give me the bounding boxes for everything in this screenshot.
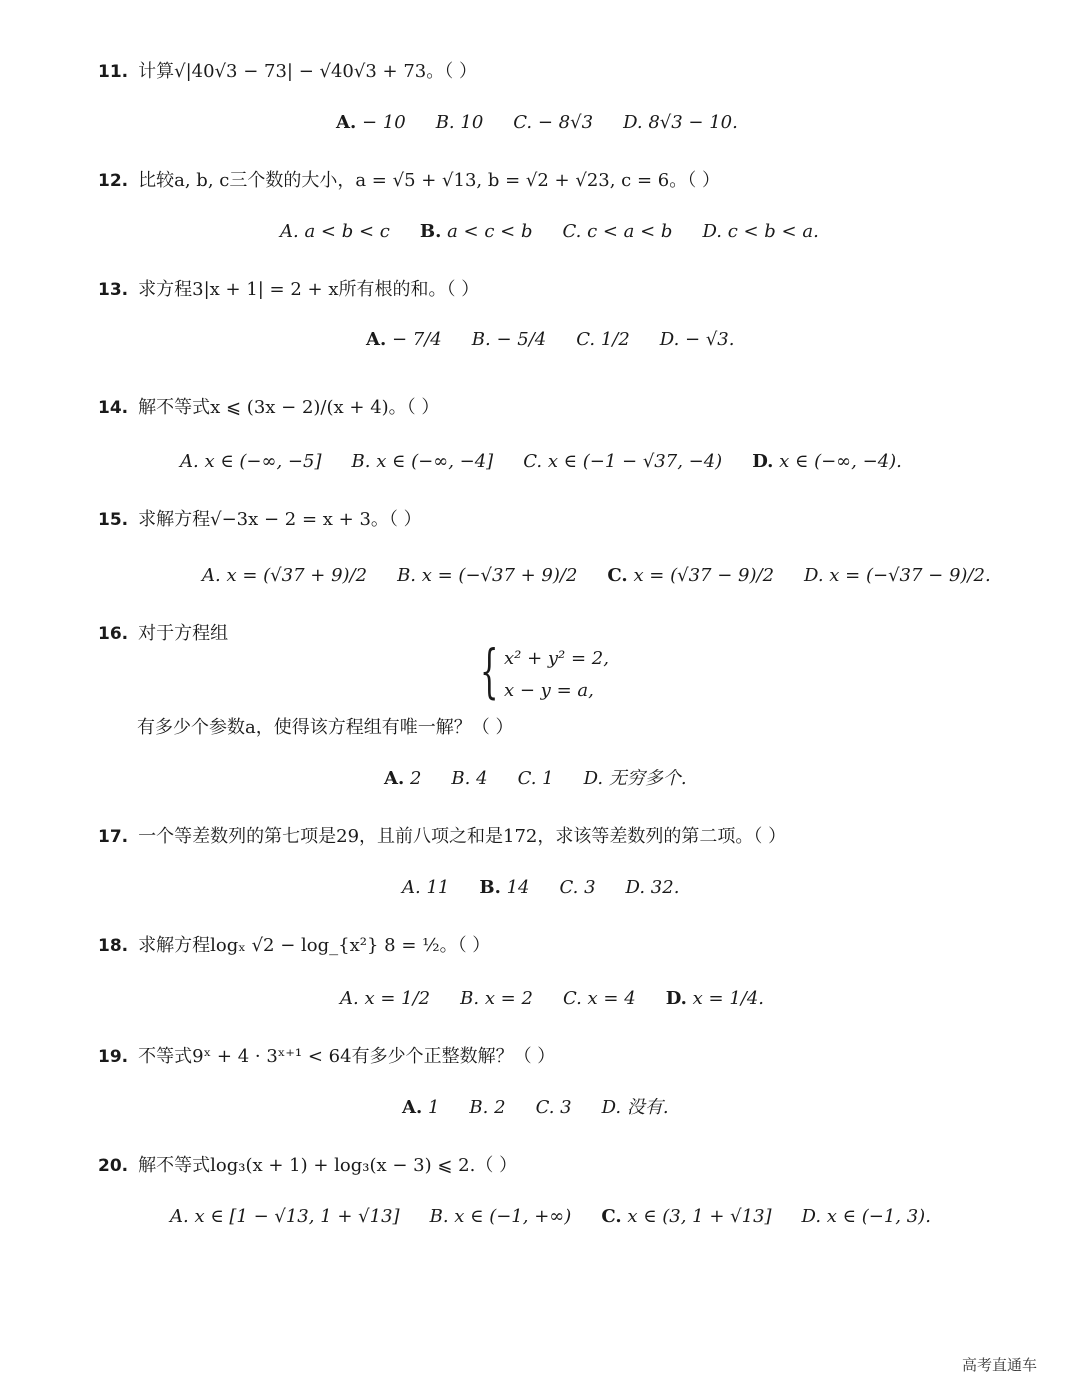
option-label: A. xyxy=(336,112,357,133)
option-b xyxy=(397,565,577,586)
option-label: C. xyxy=(601,1206,622,1227)
question-18 xyxy=(98,934,490,958)
options-15 xyxy=(202,564,991,588)
option-d xyxy=(804,565,991,586)
option-text: 1 xyxy=(542,768,554,789)
question-number: 14. xyxy=(98,398,129,418)
option-label: D. xyxy=(801,1206,822,1227)
option-text: x = 1/2 xyxy=(364,988,431,1009)
option-text: x = (−√37 + 9)/2 xyxy=(421,565,578,586)
option-label: A. xyxy=(280,221,299,242)
question-stem: 计算√|40√3 − 73| − √40√3 + 73。（ ） xyxy=(138,61,477,82)
option-text: 4 xyxy=(476,768,488,789)
option-a xyxy=(280,221,390,242)
option-label: C. xyxy=(535,1097,555,1118)
option-text: x ∈ (−1, +∞) xyxy=(454,1206,572,1227)
option-b xyxy=(352,451,494,472)
option-c xyxy=(523,451,722,472)
option-a xyxy=(180,451,322,472)
option-label: C. xyxy=(523,451,543,472)
option-b xyxy=(420,221,533,242)
footer-watermark: 高考直通车 xyxy=(962,1356,1038,1374)
options-16 xyxy=(384,767,687,791)
option-label: C. xyxy=(513,112,533,133)
option-label: B. xyxy=(351,451,371,472)
option-text: 无穷多个. xyxy=(608,768,687,789)
system-line-1: x² + y² = 2, xyxy=(504,648,609,669)
option-label: A. xyxy=(202,565,221,586)
option-label: A. xyxy=(384,768,405,789)
option-a xyxy=(402,877,449,898)
option-label: A. xyxy=(170,1206,189,1227)
question-stem: 求方程3|x + 1| = 2 + x所有根的和。（ ） xyxy=(138,279,480,300)
options-13 xyxy=(366,328,734,352)
option-c xyxy=(576,329,630,350)
option-label: C. xyxy=(607,565,628,586)
option-label: C. xyxy=(576,329,596,350)
option-label: A. xyxy=(340,988,359,1009)
option-label: D. xyxy=(583,768,604,789)
option-text: 1 xyxy=(427,1097,440,1118)
option-b xyxy=(472,329,546,350)
option-d xyxy=(802,1206,931,1227)
option-b xyxy=(460,988,533,1009)
question-11 xyxy=(98,60,477,84)
options-14 xyxy=(180,450,902,474)
options-18 xyxy=(340,987,764,1011)
option-b xyxy=(479,877,529,898)
option-d xyxy=(602,1097,669,1118)
option-text: c < b < a. xyxy=(727,221,819,242)
question-number: 15. xyxy=(98,510,129,530)
option-b xyxy=(430,1206,572,1227)
question-number: 12. xyxy=(98,171,129,191)
option-text: x ∈ [1 − √13, 1 + √13] xyxy=(194,1206,400,1227)
option-c xyxy=(601,1206,771,1227)
option-label: B. xyxy=(479,877,501,898)
option-text: 10 xyxy=(460,112,484,133)
option-text: 32. xyxy=(650,877,680,898)
option-text: 1/2 xyxy=(600,329,630,350)
question-stem: 比较a, b, c三个数的大小，a = √5 + √13, b = √2 + √23, c = 6。（ ） xyxy=(138,170,720,191)
option-a xyxy=(402,1097,439,1118)
question-number: 20. xyxy=(98,1156,129,1176)
option-text: x = (−√37 − 9)/2. xyxy=(829,565,991,586)
option-text: x ∈ (−∞, −5] xyxy=(204,451,322,472)
question-12 xyxy=(98,169,720,193)
options-11 xyxy=(336,111,738,135)
option-c xyxy=(607,565,774,586)
option-text: x = (√37 + 9)/2 xyxy=(226,565,368,586)
options-20 xyxy=(170,1205,931,1229)
question-number: 17. xyxy=(98,827,129,847)
option-label: A. xyxy=(180,451,199,472)
option-label: D. xyxy=(625,877,646,898)
question-stem: 不等式9ˣ + 4 · 3ˣ⁺¹ < 64有多少个正整数解？（ ） xyxy=(138,1046,556,1067)
option-a xyxy=(384,768,421,789)
option-label: B. xyxy=(397,565,417,586)
option-label: D. xyxy=(804,565,824,586)
question-number: 19. xyxy=(98,1047,129,1067)
option-d xyxy=(752,451,902,472)
option-label: B. xyxy=(451,768,471,789)
option-c xyxy=(563,988,636,1009)
question-stem: 一个等差数列的第七项是29，且前八项之和是172，求该等差数列的第二项。（ ） xyxy=(138,826,787,847)
question-number: 13. xyxy=(98,280,129,300)
option-a xyxy=(336,112,406,133)
option-label: D. xyxy=(752,451,774,472)
option-text: 没有. xyxy=(626,1097,669,1118)
option-text: x ∈ (−1, 3). xyxy=(826,1206,931,1227)
option-d xyxy=(626,877,680,898)
option-label: D. xyxy=(623,112,643,133)
option-label: B. xyxy=(460,988,480,1009)
option-c xyxy=(560,877,596,898)
option-label: C. xyxy=(559,877,579,898)
question-15 xyxy=(98,508,422,532)
question-20 xyxy=(98,1154,517,1178)
question-stem: 解不等式log₃(x + 1) + log₃(x − 3) ⩽ 2.（ ） xyxy=(138,1155,518,1176)
question-number: 16. xyxy=(98,624,129,644)
option-d xyxy=(623,112,738,133)
option-text: − 5/4 xyxy=(496,329,547,350)
option-label: B. xyxy=(429,1206,449,1227)
option-text: 3 xyxy=(584,877,596,898)
option-a xyxy=(366,329,442,350)
option-text: x ∈ (3, 1 + √13] xyxy=(627,1206,772,1227)
option-c xyxy=(562,221,672,242)
option-a xyxy=(202,565,367,586)
option-d xyxy=(584,768,687,789)
question-13 xyxy=(98,278,479,302)
option-label: C. xyxy=(562,988,582,1009)
option-label: D. xyxy=(702,221,722,242)
question-stem: 求解方程√−3x − 2 = x + 3。（ ） xyxy=(138,509,422,530)
option-text: x = 4 xyxy=(587,988,636,1009)
option-label: D. xyxy=(659,329,680,350)
option-label: C. xyxy=(562,221,582,242)
question-stem: 求解方程logₓ √2 − log_{x²} 8 = ½。（ ） xyxy=(138,935,491,956)
option-b xyxy=(451,768,487,789)
option-d xyxy=(666,988,764,1009)
option-d xyxy=(660,329,735,350)
question-16 xyxy=(98,622,228,646)
option-c xyxy=(536,1097,572,1118)
option-text: x = (√37 − 9)/2 xyxy=(633,565,775,586)
option-text: 2 xyxy=(494,1097,506,1118)
question-number: 18. xyxy=(98,936,129,956)
option-label: C. xyxy=(517,768,537,789)
system-line-2: x − y = a, xyxy=(504,680,594,701)
option-text: 14 xyxy=(506,877,530,898)
option-text: − 7/4 xyxy=(391,329,442,350)
option-label: D. xyxy=(665,988,687,1009)
options-19 xyxy=(402,1096,669,1120)
option-text: 2 xyxy=(409,768,422,789)
option-c xyxy=(513,112,593,133)
option-c xyxy=(518,768,554,789)
options-17 xyxy=(402,876,679,900)
option-d xyxy=(702,221,818,242)
option-text: a < c < b xyxy=(447,221,533,242)
options-12 xyxy=(280,220,819,244)
option-label: B. xyxy=(471,329,491,350)
option-text: 11 xyxy=(426,877,450,898)
option-text: 8√3 − 10. xyxy=(648,112,738,133)
option-label: B. xyxy=(419,221,442,242)
option-text: x = 1/4. xyxy=(692,988,765,1009)
option-b xyxy=(469,1097,505,1118)
option-text: a < b < c xyxy=(304,221,390,242)
question-16-stem2: 有多少个参数a，使得该方程组有唯一解？（ ） xyxy=(137,717,514,738)
option-label: A. xyxy=(366,329,387,350)
option-text: − 10 xyxy=(361,112,406,133)
question-stem: 解不等式x ⩽ (3x − 2)/(x + 4)。（ ） xyxy=(138,397,440,418)
question-17 xyxy=(98,825,786,849)
option-b xyxy=(436,112,484,133)
option-text: − 8√3 xyxy=(537,112,594,133)
option-label: A. xyxy=(402,1097,423,1118)
brace-icon: { xyxy=(480,637,499,705)
question-19 xyxy=(98,1045,555,1069)
option-label: B. xyxy=(435,112,455,133)
option-text: 3 xyxy=(560,1097,572,1118)
option-label: D. xyxy=(601,1097,622,1118)
option-text: x ∈ (−1 − √37, −4) xyxy=(547,451,723,472)
question-stem: 对于方程组 xyxy=(138,623,229,644)
option-a xyxy=(340,988,430,1009)
option-a xyxy=(170,1206,400,1227)
option-text: − √3. xyxy=(685,329,735,350)
option-text: x = 2 xyxy=(484,988,533,1009)
option-text: x ∈ (−∞, −4] xyxy=(376,451,494,472)
option-label: A. xyxy=(402,877,421,898)
question-14 xyxy=(98,396,439,420)
option-text: x ∈ (−∞, −4). xyxy=(779,451,902,472)
question-number: 11. xyxy=(98,62,129,82)
option-text: c < a < b xyxy=(587,221,673,242)
option-label: B. xyxy=(469,1097,489,1118)
